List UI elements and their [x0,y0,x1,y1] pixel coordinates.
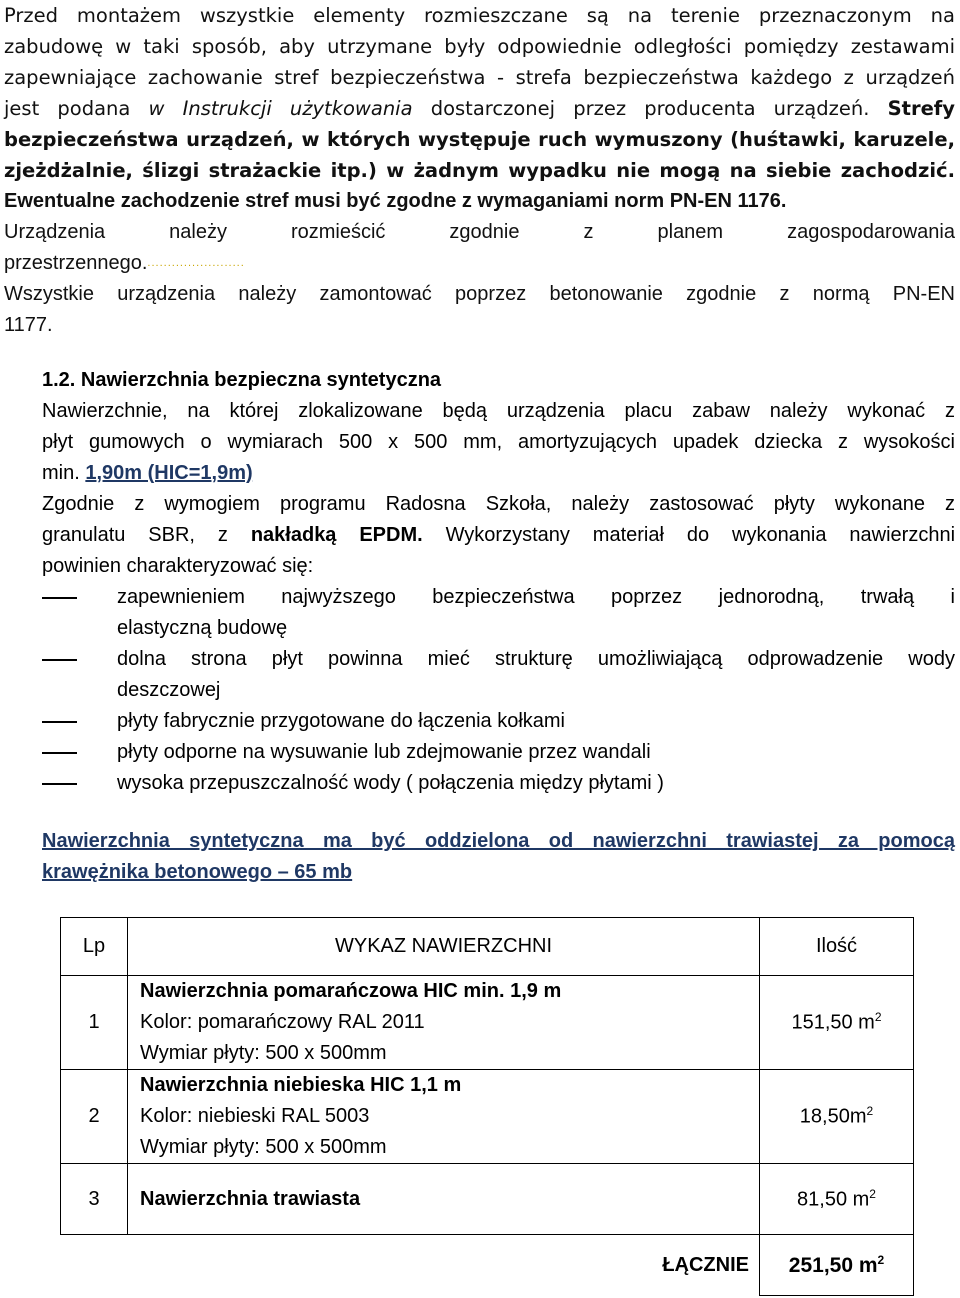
total-label: ŁĄCZNIE [128,1235,760,1296]
surfaces-table [60,917,914,1296]
list-item [42,768,955,799]
header-qty: Ilość [760,918,914,976]
total-spacer [61,1235,128,1296]
text-span: Wykorzystany materiał do wykonania nawierzchni [445,524,956,546]
list-item [42,706,955,737]
total-number: 251,50 m [788,1253,878,1277]
curb-note [42,826,955,888]
bold-text-line: zjeżdżalnie, ślizgi strażackie itp.) w żadnym wypadku nie mogą na siebie zachodzić. [4,159,955,182]
qty-value: 81,50 m [797,1188,870,1211]
table-row [61,976,914,1070]
list-item-text: zapewnieniem najwyższego bezpieczeństwa poprzez jednorodną, trwałą i [117,586,955,608]
row-title: Nawierzchnia trawiasta [140,1187,361,1210]
list-item-text: dolna strona płyt powinna mieć strukturę umożliwiającą odprowadzenie wody [117,648,955,670]
row-title: Nawierzchnia pomarańczowa HIC min. 1,9 m [140,980,562,1002]
text-span: granulatu SBR, z [42,524,228,546]
dash-bullet-icon [42,752,77,754]
text-line: Zgodnie z wymogiem programu Radosna Szkoła, należy zastosować płyty wykonane z [42,493,955,515]
text-span: jest podana [4,97,131,120]
table-row [61,1070,914,1164]
row-description [128,1164,760,1235]
row-color: Kolor: niebieski RAL 5003 [140,1105,370,1127]
dash-bullet-icon [42,597,77,599]
qty-exponent: 2 [866,1104,874,1119]
requirements-list [42,582,955,799]
dotted-filler: ........................ [147,257,245,270]
list-item [42,644,955,706]
bold-text-line: bezpieczeństwa urządzeń, w których występuje ruch wymuszony (huśtawki, karuzele, [4,128,955,151]
qty-value: 151,50 m [791,1011,875,1034]
section-synthetic-surface [42,365,955,799]
dash-bullet-icon [42,659,77,661]
text-line [42,458,955,489]
header-name: WYKAZ NAWIERZCHNI [128,918,760,976]
total-value [760,1235,914,1296]
intro-paragraph [4,0,955,341]
text-line: zabudowę w taki sposób, aby utrzymane były odpowiednie odległości pomiędzy zestawami [4,35,955,58]
row-description [128,976,760,1070]
row-title: Nawierzchnia niebieska HIC 1,1 m [140,1074,462,1096]
row-qty [760,1164,914,1235]
table-header-row [61,918,914,976]
note-line: Nawierzchnia syntetyczna ma być oddzielona od nawierzchni trawiastej za pomocą [42,830,955,852]
list-item-text: deszczowej [117,679,221,701]
bold-text: Strefy [887,97,955,120]
dash-bullet-icon [42,783,77,785]
row-color: Kolor: pomarańczowy RAL 2011 [140,1011,425,1033]
italic-reference: w Instrukcji użytkowania [148,97,413,120]
bold-text: nakładką EPDM. [250,524,423,546]
text-line [4,248,955,279]
text-line: Urządzenia należy rozmieścić zgodnie z planem zagospodarowania [4,221,955,243]
total-exponent: 2 [877,1252,885,1267]
list-item-text: płyty odporne na wysuwanie lub zdejmowanie przez wandali [117,741,651,763]
row-lp: 1 [61,976,128,1070]
row-lp: 3 [61,1164,128,1235]
row-lp: 2 [61,1070,128,1164]
text-line [42,520,955,551]
text-line: Nawierzchnie, na której zlokalizowane będą urządzenia placu zabaw należy wykonać z [42,400,955,422]
text-line: Przed montażem wszystkie elementy rozmieszczane są na terenie przeznaczonym na [4,4,955,27]
header-lp: Lp [61,918,128,976]
list-item [42,737,955,768]
list-item [42,582,955,644]
row-size: Wymiar płyty: 500 x 500mm [140,1136,387,1158]
row-description [128,1070,760,1164]
text-line: Wszystkie urządzenia należy zamontować poprzez betonowanie zgodnie z normą PN-EN [4,283,955,305]
dash-bullet-icon [42,721,77,723]
text-line: 1177. [4,314,53,336]
note-line: krawężnika betonowego – 65 mb [42,861,353,883]
row-qty [760,976,914,1070]
text-line: powinien charakteryzować się: [42,555,314,577]
list-item-text: wysoka przepuszczalność wody ( połączenia między płytami ) [117,772,664,794]
table-total-row [61,1235,914,1296]
table-row [61,1164,914,1235]
qty-exponent: 2 [869,1186,876,1201]
qty-value: 18,50m [799,1105,867,1128]
norm-requirement-line: Ewentualne zachodzenie stref musi być zgodne z wymaganiami norm PN-EN 1176. [4,190,787,212]
text-span: dostarczonej przez producenta urządzeń. [430,97,870,120]
text-span: min. [42,462,80,484]
list-item-text: elastyczną budowę [117,617,288,639]
list-item-text: płyty fabrycznie przygotowane do łączenia kołkami [117,710,565,732]
section-heading: 1.2. Nawierzchnia bezpieczna syntetyczna [42,369,442,391]
text-line: płyt gumowych o wymiarach 500 x 500 mm, amortyzujących upadek dziecka z wysokości [42,431,955,453]
row-size: Wymiar płyty: 500 x 500mm [140,1042,387,1064]
text-span: przestrzennego. [4,252,148,274]
row-qty [760,1070,914,1164]
hic-requirement: 1,90m (HIC=1,9m) [85,462,253,484]
qty-exponent: 2 [874,1010,882,1025]
text-line [4,93,955,124]
text-line: zapewniające zachowanie stref bezpieczeństwa - strefa bezpieczeństwa każdego z urządzeń [4,66,955,89]
